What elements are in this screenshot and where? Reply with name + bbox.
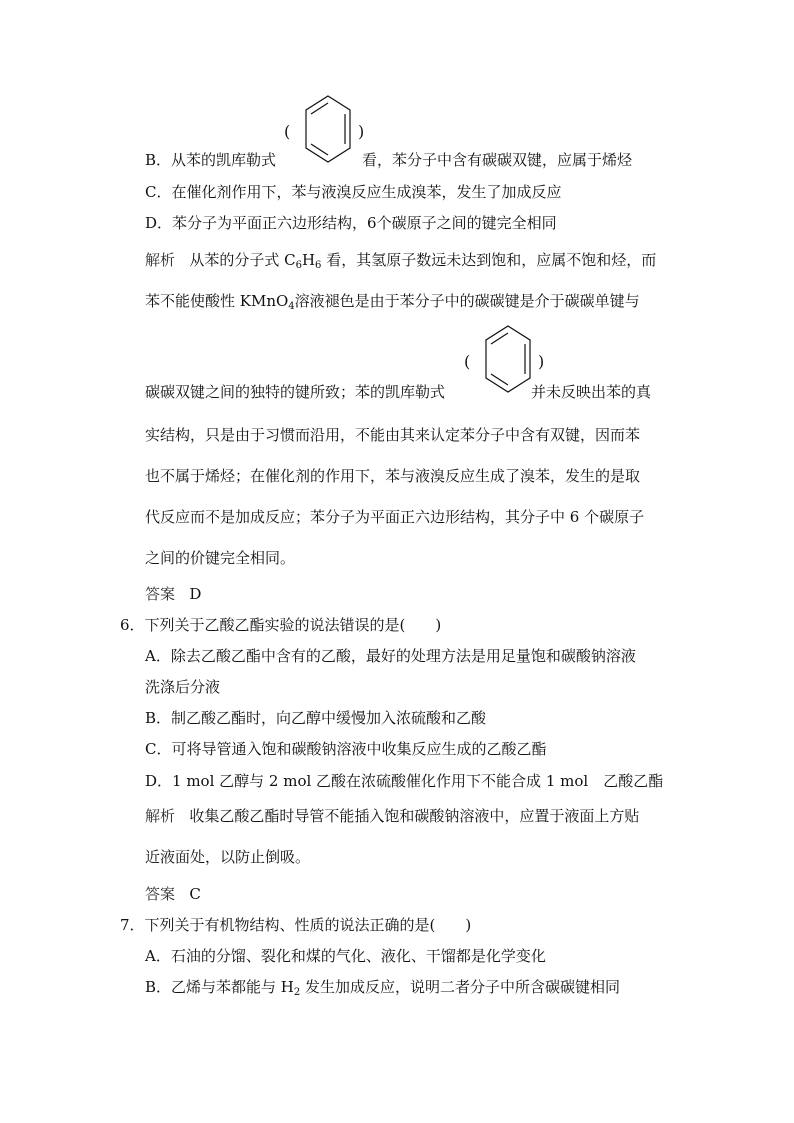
q5-analysis-line-3 [145,382,651,402]
analysis-text: 并未反映出苯的真 [531,383,652,401]
q5-option-b [145,150,632,170]
q6-analysis-line-2: 近液面处，以防止倒吸。 [145,848,311,866]
analysis-label: 解析 [145,251,176,269]
q6-option-b: B．制乙酸乙酯时，向乙醇中缓慢加入浓硫酸和乙酸 [145,709,487,727]
analysis-text: 苯不能使酸性 KMnO [145,292,289,310]
subscript: 6 [315,260,322,271]
paren-right: ) [538,352,545,371]
analysis-text: 从苯的分子式 C [189,251,296,269]
option-text: B．乙烯与苯都能与 H [145,978,294,996]
option-text: 发生加成反应，说明二者分子中所含碳碳键相同 [300,978,621,996]
q5-answer [145,584,201,604]
paren-left: ( [284,122,291,141]
q6-option-c: C．可将导管通入饱和碳酸钠溶液中收集反应生成的乙酸乙酯 [145,740,547,758]
q5-analysis-line-7: 之间的价键完全相同。 [145,549,296,567]
q5-option-b-pre: B．从苯的凯库勒式 [145,151,277,169]
subscript: 4 [288,301,295,312]
q5-option-c: C．在催化剂作用下，苯与液溴反应生成溴苯，发生了加成反应 [145,183,562,201]
q6-answer [145,884,201,904]
q6-analysis-line-1 [145,806,639,826]
answer-value: C [189,885,201,903]
q6-option-a-line-1: A．除去乙酸乙酯中含有的乙酸，最好的处理方法是用足量饱和碳酸钠溶液 [145,647,636,665]
q5-analysis-line-2 [145,291,640,317]
q7-stem: 7．下列关于有机物结构、性质的说法正确的是( ) [120,916,472,934]
answer-value: D [189,585,202,603]
q5-option-d: D．苯分子为平面正六边形结构，6个碳原子之间的键完全相同 [145,214,557,232]
q6-option-d: D．1 mol 乙醇与 2 mol 乙酸在浓硫酸催化作用下不能合成 1 mol 乙酸乙酯 [145,772,664,790]
analysis-text: 溶液褪色是由于苯分子中的碳碳键是介于碳碳单键与 [294,292,640,310]
paren-right: ) [358,122,365,141]
q6-option-a-line-2: 洗涤后分液 [145,678,221,696]
analysis-text: 收集乙酸乙酯时导管不能插入饱和碳酸钠溶液中，应置于液面上方贴 [189,807,640,825]
analysis-text: 看，其氢原子数远未达到饱和，应属不饱和烃，而 [321,251,657,269]
q5-analysis-line-5: 也不属于烯烃；在催化剂的作用下，苯与液溴反应生成了溴苯，发生的是取 [145,467,641,485]
subscript: 2 [293,987,301,998]
q6-stem: 6．下列关于乙酸乙酯实验的说法错误的是( ) [120,616,442,634]
q7-option-b [145,977,620,1003]
answer-label: 答案 [145,885,176,903]
paren-left: ( [464,352,471,371]
answer-label: 答案 [145,585,176,603]
q5-analysis-line-6: 代反应而不是加成反应；苯分子为平面正六边形结构，其分子中 6 个碳原子 [145,508,645,526]
analysis-text: H [301,251,316,269]
analysis-label: 解析 [145,807,176,825]
q5-analysis-line-1 [145,250,656,276]
subscript: 6 [295,260,302,271]
q5-analysis-line-4: 实结构，只是由于习惯而沿用，不能由其来认定苯分子中含有双键，因而苯 [145,426,641,444]
q5-option-b-post: 看，苯分子中含有碳碳双键，应属于烯烃 [362,151,633,169]
analysis-text: 碳碳双键之间的独特的键所致；苯的凯库勒式 [145,383,446,401]
q7-option-a: A．石油的分馏、裂化和煤的气化、液化、干馏都是化学变化 [145,947,546,965]
